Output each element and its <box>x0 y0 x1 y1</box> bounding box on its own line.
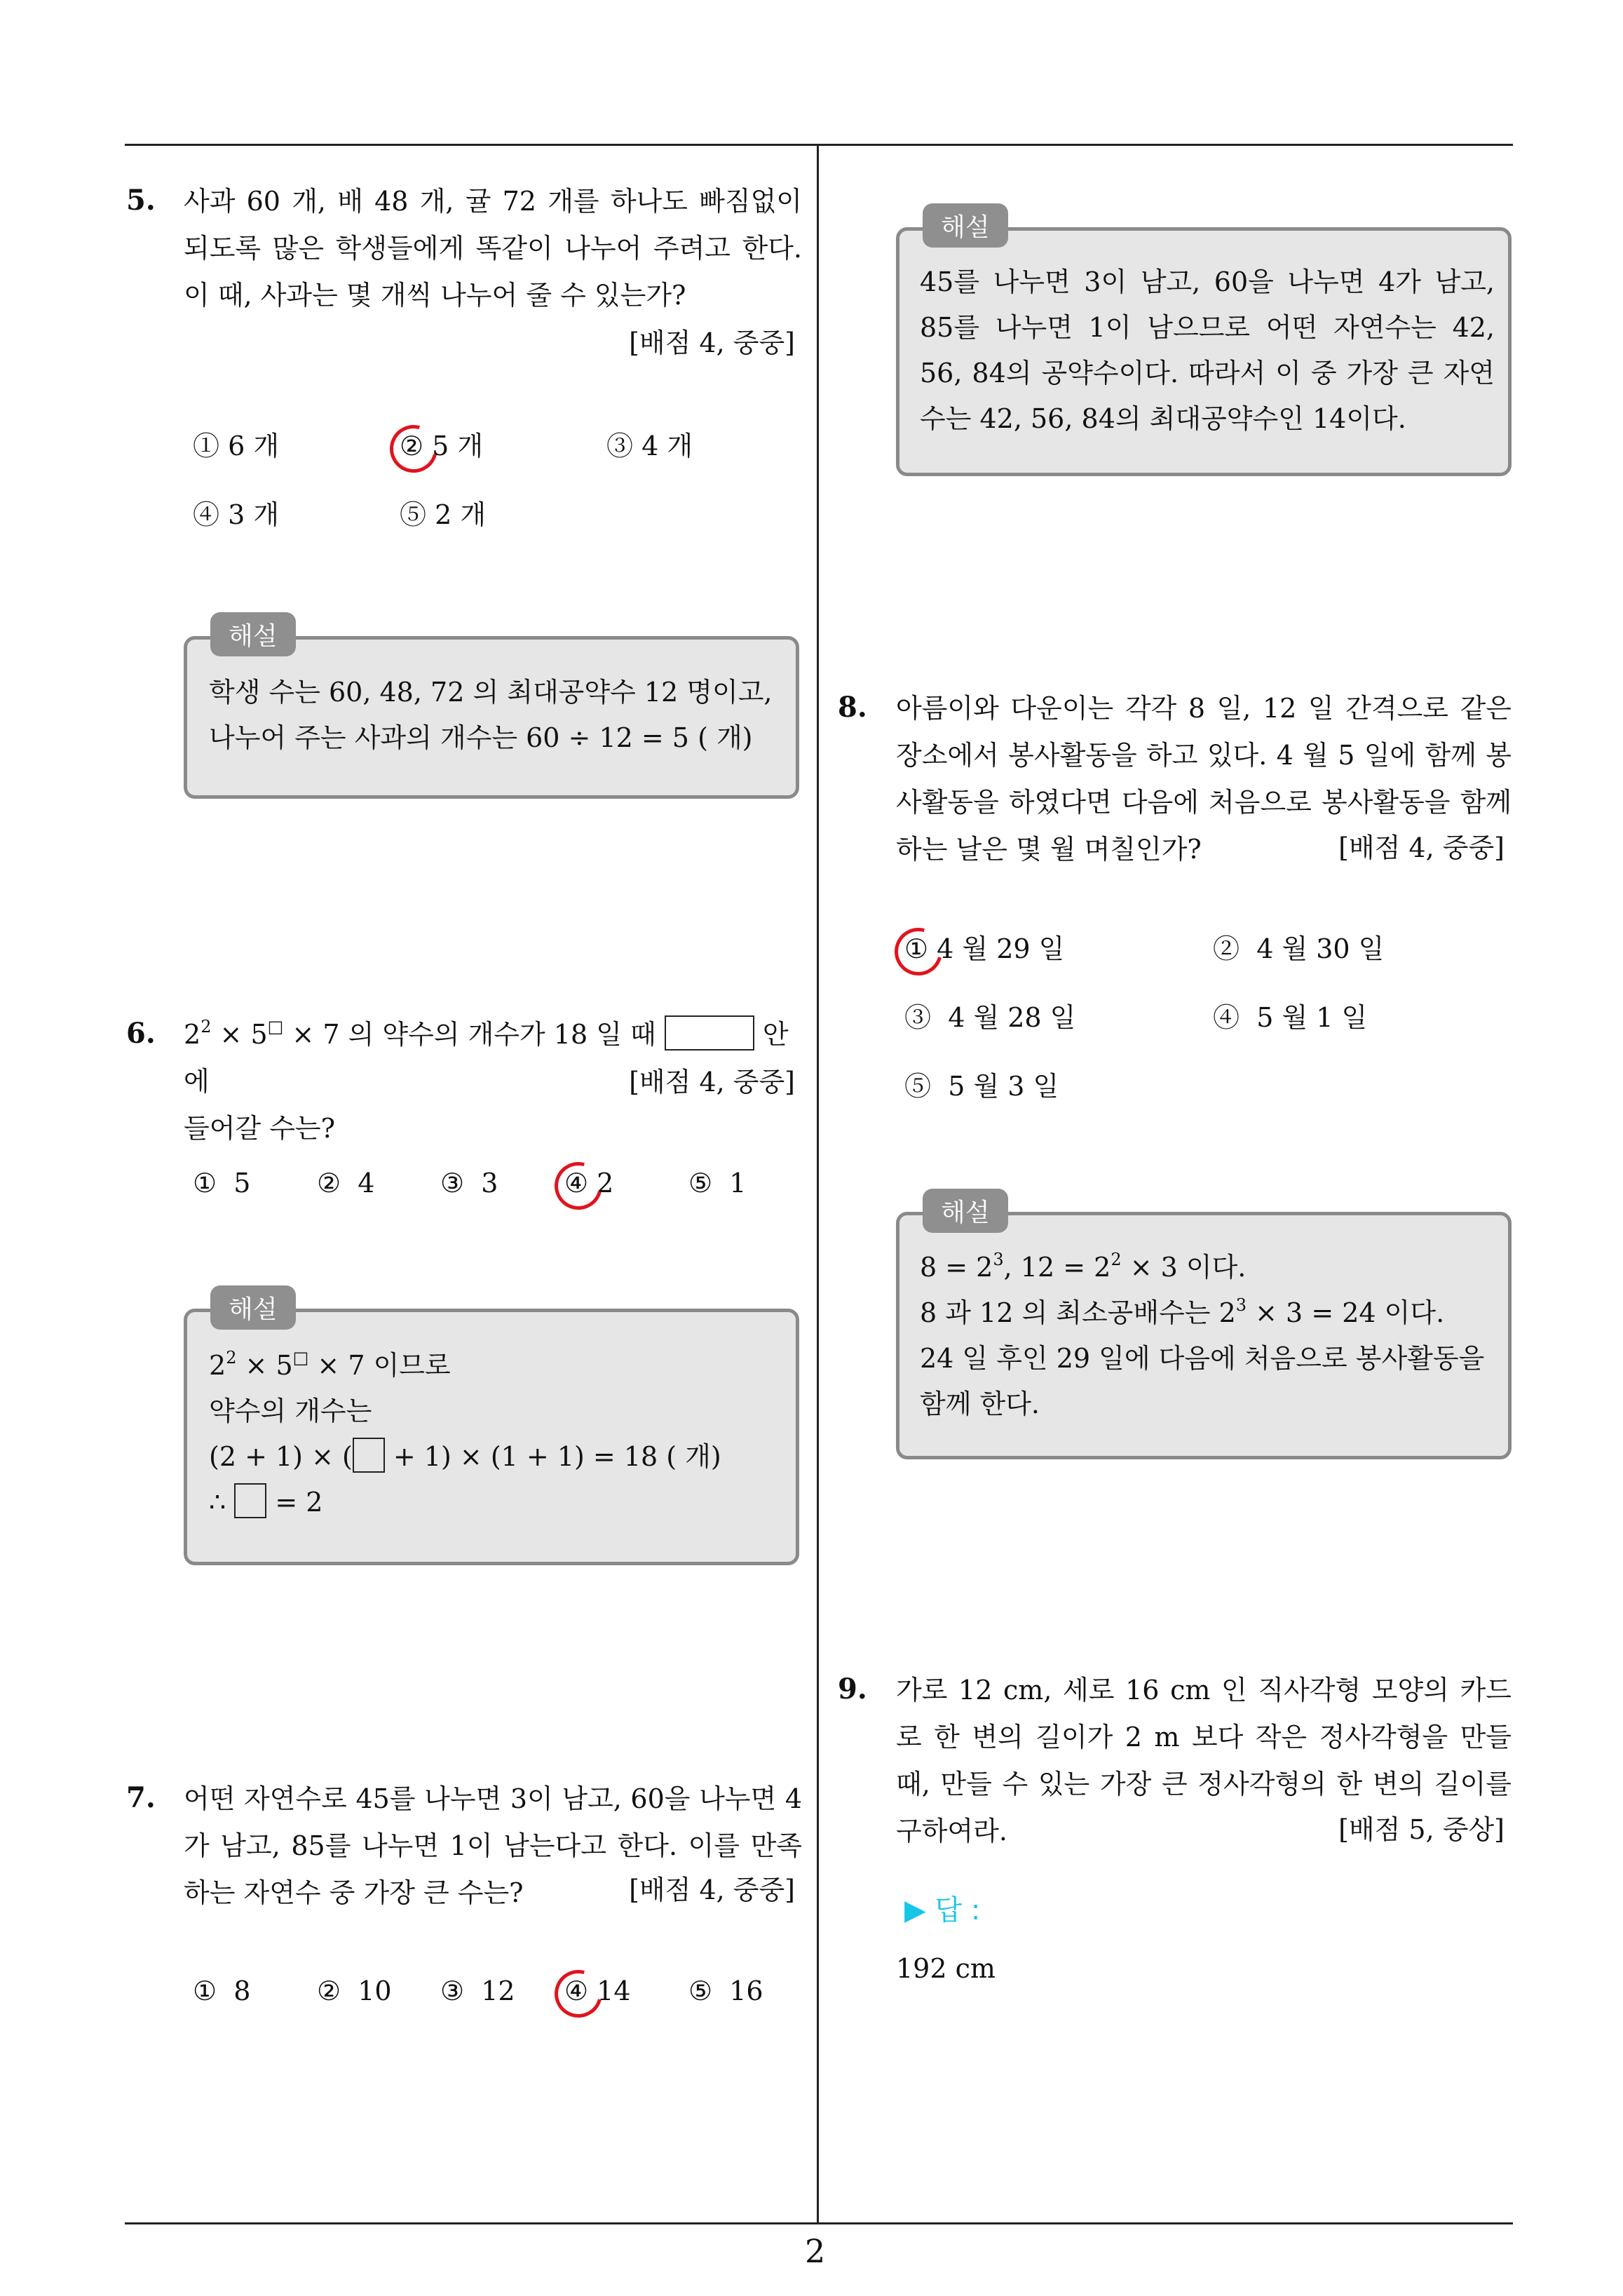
option-3[interactable]: ③ 3 <box>440 1168 498 1198</box>
explanation-text: 45를 나누면 3이 남고, 60을 나누면 4가 남고, 85를 나누면 1이 남으므로 어떤 자연수는 42, 56, 84의 공약수이다. 따라서 이 중 가장 큰 자연수는 42, 56, 84의 최대공약수인 14이다. <box>920 266 1495 434</box>
points-label: [배점 4, 중중] <box>1338 832 1505 863</box>
answer-value: 192 cm <box>896 1953 996 1984</box>
points-label: [배점 4, 중중] <box>629 1067 795 1098</box>
top-rule <box>125 144 1513 146</box>
selected-answer-mark: ④ <box>564 1976 589 2006</box>
question-text: 어떤 자연수로 45를 나누면 3이 남고, 60을 나누면 4가 남고, 85를 나누면 1이 남는다고 한다. 이를 만족하는 자연수 중 가장 큰 수는? <box>184 1783 802 1908</box>
page-number: 2 <box>805 2232 826 2270</box>
question-number: 5. <box>126 184 156 217</box>
question-text: $2^2 \times 5^□ \times 7$ 의 약수의 개수가 18 일 때 안에 들어갈 수는? <box>184 1017 789 1144</box>
option-5[interactable]: ⑤ 5 월 3 일 <box>904 1071 1059 1102</box>
option-1[interactable]: ① 5 <box>193 1168 251 1198</box>
explanation-text: 학생 수는 60, 48, 72 의 최대공약수 12 명이고, 나누어 주는 사과의 개수는 60 ÷ 12 = 5 ( 개) <box>209 677 773 753</box>
answer-label: ▶ 답 : <box>904 1894 981 1926</box>
question-number: 9. <box>838 1673 867 1706</box>
option-1[interactable]: ① 8 <box>193 1976 251 2006</box>
option-5[interactable]: ⑤ 16 <box>688 1976 763 2006</box>
option-2[interactable]: ② 4 <box>317 1168 375 1198</box>
option-4[interactable]: ④ 5 월 1 일 <box>1213 1002 1368 1033</box>
option-4[interactable]: ④ 14 <box>564 1976 631 2006</box>
explanation-text: $8 = 2^3$, $12 = 2^2 \times 3$ 이다. 8 과 12 의 최소공배수는 $2^3 \times 3 = 24$ 이다. 24 일 후인 29 일에 다음에 처음으로 봉사활동을 함께 한다. <box>920 1250 1485 1419</box>
blank-box <box>665 1015 754 1051</box>
selected-answer-mark: ② <box>400 431 424 461</box>
points-label: [배점 4, 중중] <box>629 327 795 358</box>
blank-box <box>353 1438 385 1473</box>
bottom-rule <box>125 2222 1513 2224</box>
explanation-tab: 해설 <box>210 1285 296 1330</box>
question-number: 7. <box>126 1781 156 1814</box>
explanation-tab: 해설 <box>923 1189 1008 1233</box>
points-label: [배점 4, 중중] <box>629 1875 795 1905</box>
option-2[interactable]: ② 5 개 <box>400 431 484 461</box>
question-number: 8. <box>838 691 867 724</box>
selected-answer-mark: ① <box>904 933 929 964</box>
option-2[interactable]: ② 4 월 30 일 <box>1213 933 1385 964</box>
column-divider <box>817 144 819 2224</box>
option-3[interactable]: ③ 4 개 <box>606 431 693 461</box>
option-2[interactable]: ② 10 <box>317 1976 392 2006</box>
option-4[interactable]: ④ 3 개 <box>193 499 280 530</box>
selected-answer-mark: ④ <box>564 1168 589 1198</box>
option-3[interactable]: ③ 12 <box>440 1976 515 2006</box>
explanation-tab: 해설 <box>210 612 296 656</box>
option-3[interactable]: ③ 4 월 28 일 <box>904 1002 1076 1033</box>
points-label: [배점 5, 중상] <box>1338 1814 1505 1845</box>
question-text: 가로 12 cm, 세로 16 cm 인 직사각형 모양의 카드로 한 변의 길이가 2 m 보다 작은 정사각형을 만들 때, 만들 수 있는 가장 큰 정사각형의 한 변의 길이를 구하여라. <box>896 1675 1512 1846</box>
option-4[interactable]: ④ 2 <box>564 1168 614 1198</box>
option-5[interactable]: ⑤ 1 <box>688 1168 747 1198</box>
question-text: 사과 60 개, 배 48 개, 귤 72 개를 하나도 빠짐없이 되도록 많은 학생들에게 똑같이 나누어 주려고 한다. 이 때, 사과는 몇 개씩 나누어 줄 수 있는가? <box>184 186 802 311</box>
blank-box <box>234 1483 266 1518</box>
explanation-text: $2^2 \times 5^□ \times 7$ 이므로 약수의 개수는 (2 + 1) × ( + 1) × (1 + 1) = 18 ( 개) ∴ = 2 <box>209 1348 721 1518</box>
explanation-tab: 해설 <box>923 203 1008 248</box>
option-1[interactable]: ① 6 개 <box>193 431 280 461</box>
question-text: 아름이와 다운이는 각각 8 일, 12 일 간격으로 같은 장소에서 봉사활동을 하고 있다. 4 월 5 일에 함께 봉사활동을 하였다면 다음에 처음으로 봉사활동을 함께 하는 날은 몇 월 며칠인가? <box>896 693 1512 865</box>
question-number: 6. <box>126 1017 156 1050</box>
option-5[interactable]: ⑤ 2 개 <box>400 499 487 530</box>
option-1[interactable]: ① 4 월 29 일 <box>904 933 1065 964</box>
